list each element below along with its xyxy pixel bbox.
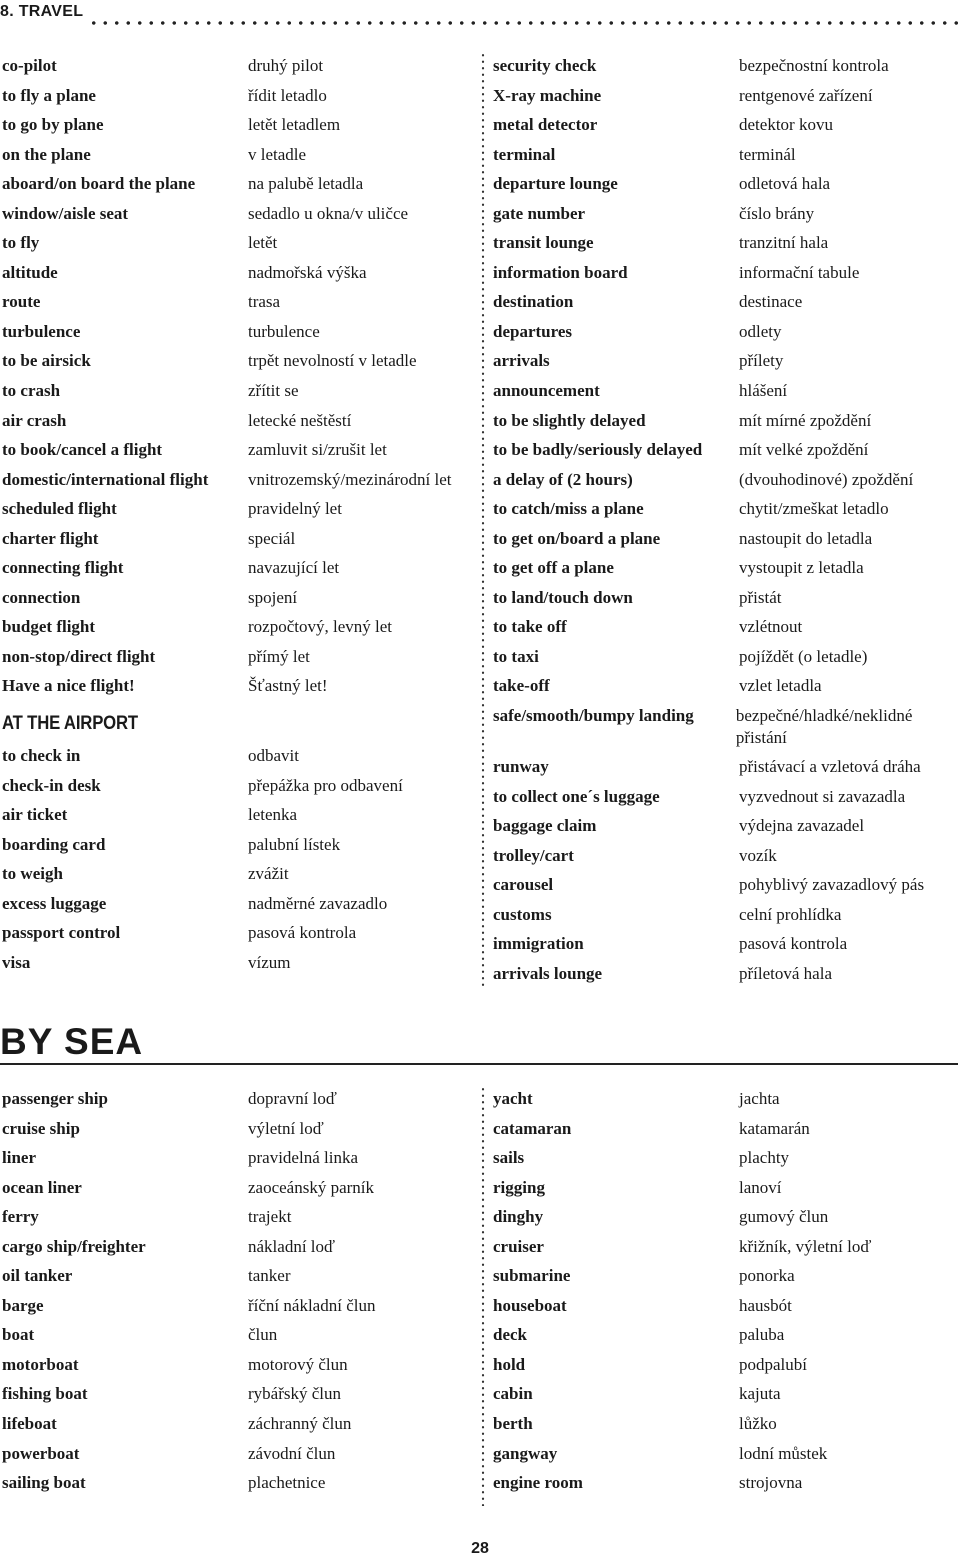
english-term: to fly a plane — [2, 85, 96, 105]
czech-translation: mít mírné zpoždění — [739, 410, 872, 430]
airport-subheading: AT THE AIRPORT — [2, 713, 138, 735]
czech-translation: odlety — [739, 321, 782, 341]
czech-translation: zaoceánský parník — [248, 1177, 375, 1197]
english-term: route — [2, 292, 41, 312]
english-term: cargo ship/freighter — [2, 1236, 146, 1256]
vocab-row — [2, 612, 472, 642]
english-term: aboard/on board the plane — [2, 174, 196, 194]
chapter-title: 8. TRAVEL — [0, 3, 84, 20]
vocab-row — [493, 1320, 958, 1350]
vocab-row — [2, 346, 472, 376]
english-term: dinghy — [493, 1207, 544, 1227]
czech-translation: říční nákladní člun — [248, 1295, 376, 1315]
vocab-row — [2, 1379, 472, 1409]
english-term: to book/cancel a flight — [2, 440, 163, 460]
english-term: take-off — [493, 676, 550, 696]
english-term: terminal — [493, 144, 556, 164]
czech-translation: vyzvednout si zavazadla — [739, 786, 906, 806]
sea-vocab-list — [2, 1084, 472, 1498]
czech-translation: příletová hala — [739, 963, 832, 983]
vocab-row — [2, 1232, 472, 1262]
english-term: departure lounge — [493, 174, 618, 194]
english-term: cabin — [493, 1384, 533, 1404]
czech-translation: nastoupit do letadla — [739, 528, 873, 548]
czech-translation: vzlet letadla — [739, 676, 822, 696]
czech-translation: trajekt — [248, 1207, 292, 1227]
column-divider-bottom — [481, 1086, 485, 1506]
czech-translation: letět — [248, 233, 278, 253]
czech-translation: motorový člun — [248, 1354, 348, 1374]
vocab-row — [2, 583, 472, 613]
czech-translation: chytit/zmeškat letadlo — [739, 499, 889, 519]
english-term: to crash — [2, 381, 61, 401]
czech-translation: přímý let — [248, 646, 310, 666]
czech-translation: destinace — [739, 292, 803, 312]
vocab-row — [493, 1350, 958, 1380]
vocab-row — [493, 1261, 958, 1291]
air-vocab-list-right — [493, 51, 958, 988]
air-vocab-right-column — [493, 51, 958, 988]
english-term: powerboat — [2, 1443, 80, 1463]
czech-translation: navazující let — [248, 558, 340, 578]
czech-translation: spojení — [248, 587, 298, 607]
vocab-row — [2, 1173, 472, 1203]
english-term: oil tanker — [2, 1266, 73, 1286]
english-term: to land/touch down — [493, 587, 633, 607]
vocab-row — [2, 1202, 472, 1232]
english-term: yacht — [493, 1089, 533, 1108]
english-term: Have a nice flight! — [2, 676, 135, 696]
vocab-row — [2, 81, 472, 111]
vocab-row — [493, 752, 958, 782]
vocab-row — [493, 841, 958, 871]
czech-translation: paluba — [739, 1325, 785, 1345]
english-term: departures — [493, 321, 573, 341]
english-term: hold — [493, 1354, 526, 1374]
czech-translation: přistát — [739, 587, 782, 607]
vocab-row — [493, 435, 958, 465]
english-term: passenger ship — [2, 1089, 108, 1108]
vocab-row — [2, 771, 472, 801]
czech-translation: turbulence — [248, 321, 320, 341]
czech-translation: sedadlo u okna/v uličce — [248, 203, 409, 223]
vocab-row — [493, 258, 958, 288]
english-term: to go by plane — [2, 115, 104, 135]
vocab-row — [493, 583, 958, 613]
vocab-row — [2, 918, 472, 948]
english-term: to check in — [2, 746, 81, 766]
czech-translation: číslo brány — [739, 203, 815, 223]
vocab-row — [2, 258, 472, 288]
vocab-row — [2, 169, 472, 199]
czech-translation: letět letadlem — [248, 115, 341, 135]
vocab-row — [493, 169, 958, 199]
vocab-row — [2, 317, 472, 347]
sea-vocab-left-column — [2, 1084, 472, 1498]
english-term: trolley/cart — [493, 845, 574, 865]
vocab-row — [2, 642, 472, 672]
english-term: charter flight — [2, 528, 99, 548]
vocab-row — [493, 524, 958, 554]
czech-translation: zřítit se — [248, 381, 299, 401]
czech-translation: záchranný člun — [248, 1414, 352, 1434]
vocab-row — [493, 1439, 958, 1469]
english-term: safe/smooth/bumpy landing — [493, 706, 694, 726]
vocab-row — [2, 199, 472, 229]
vocab-row — [493, 553, 958, 583]
vocab-row — [493, 228, 958, 258]
vocab-row — [2, 140, 472, 170]
english-term: catamaran — [493, 1118, 572, 1138]
vocab-row — [493, 811, 958, 841]
vocab-row — [2, 1143, 472, 1173]
english-term: to take off — [493, 617, 567, 637]
english-term: immigration — [493, 934, 584, 954]
czech-translation: palubní lístek — [248, 834, 341, 854]
vocab-row — [493, 494, 958, 524]
vocab-row — [493, 140, 958, 170]
czech-translation: bezpečné/hladké/neklidné přistání — [735, 706, 913, 747]
vocab-row — [493, 1291, 958, 1321]
vocab-row — [493, 1202, 958, 1232]
czech-translation: gumový člun — [739, 1207, 829, 1227]
czech-translation: druhý pilot — [248, 56, 324, 75]
english-term: turbulence — [2, 321, 81, 341]
english-term: a delay of (2 hours) — [493, 469, 633, 489]
english-term: liner — [2, 1148, 36, 1168]
czech-translation: celní prohlídka — [739, 904, 842, 924]
vocab-row — [2, 1409, 472, 1439]
czech-translation: lanoví — [739, 1177, 782, 1197]
english-term: rigging — [493, 1177, 545, 1197]
vocab-row — [493, 346, 958, 376]
czech-translation: (dvouhodinové) zpoždění — [739, 469, 914, 489]
vocab-row — [493, 959, 958, 989]
english-term: houseboat — [493, 1295, 567, 1315]
czech-translation: podpalubí — [739, 1354, 807, 1374]
english-term: X-ray machine — [493, 85, 602, 105]
english-term: boarding card — [2, 834, 106, 854]
czech-translation: přílety — [739, 351, 784, 371]
english-term: runway — [493, 757, 549, 777]
czech-translation: plachetnice — [248, 1473, 326, 1493]
czech-translation: přepážka pro odbavení — [248, 775, 403, 795]
english-term: berth — [493, 1414, 533, 1434]
vocab-row — [493, 642, 958, 672]
vocab-row — [2, 1468, 472, 1498]
vocab-row — [2, 948, 472, 978]
english-term: fishing boat — [2, 1384, 88, 1404]
english-term: gate number — [493, 203, 586, 223]
czech-translation: vystoupit z letadla — [739, 558, 864, 578]
czech-translation: tanker — [248, 1266, 291, 1286]
english-term: sailing boat — [2, 1473, 86, 1493]
czech-translation: v letadle — [248, 144, 307, 164]
czech-translation: rybářský člun — [248, 1384, 342, 1404]
english-term: sails — [493, 1148, 525, 1168]
english-term: lifeboat — [2, 1414, 57, 1434]
vocab-row — [2, 110, 472, 140]
vocab-row — [2, 800, 472, 830]
czech-translation: zvážit — [248, 864, 289, 884]
english-term: arrivals — [493, 351, 550, 371]
english-term: to be badly/seriously delayed — [493, 440, 703, 460]
english-term: security check — [493, 56, 597, 75]
english-term: transit lounge — [493, 233, 594, 253]
english-term: announcement — [493, 381, 600, 401]
english-term: to get on/board a plane — [493, 528, 661, 548]
vocab-row — [493, 612, 958, 642]
vocab-row — [493, 929, 958, 959]
section-rule — [0, 1063, 958, 1065]
czech-translation: trpět nevolností v letadle — [248, 351, 417, 371]
vocab-row — [493, 1084, 958, 1114]
english-term: destination — [493, 292, 574, 312]
english-term: information board — [493, 262, 628, 282]
czech-translation: pojíždět (o letadle) — [739, 646, 868, 666]
czech-translation: tranzitní hala — [739, 233, 829, 253]
air-vocab-left-column — [2, 51, 472, 977]
vocab-row — [2, 1439, 472, 1469]
english-term: to fly — [2, 233, 40, 253]
english-term: customs — [493, 904, 552, 924]
english-term: motorboat — [2, 1354, 79, 1374]
english-term: to be airsick — [2, 351, 91, 371]
czech-translation: vozík — [739, 845, 777, 865]
vocab-row — [493, 1468, 958, 1498]
english-term: visa — [2, 952, 31, 972]
czech-translation: ponorka — [739, 1266, 795, 1286]
english-term: boat — [2, 1325, 35, 1345]
vocab-row — [493, 110, 958, 140]
czech-translation: informační tabule — [739, 262, 860, 282]
vocab-row — [493, 1173, 958, 1203]
english-term: connecting flight — [2, 558, 124, 578]
english-term: cruise ship — [2, 1118, 80, 1138]
english-term: deck — [493, 1325, 527, 1345]
vocab-row — [2, 1291, 472, 1321]
czech-translation: odbavit — [248, 746, 299, 766]
czech-translation: odletová hala — [739, 174, 831, 194]
vocab-row — [493, 1114, 958, 1144]
header-dotted-rule — [88, 20, 960, 26]
vocab-row — [2, 859, 472, 889]
czech-translation: nadměrné zavazadlo — [248, 893, 388, 913]
czech-translation: terminál — [739, 144, 796, 164]
sea-vocab-list-right — [493, 1084, 958, 1498]
czech-translation: nadmořská výška — [248, 262, 367, 282]
vocab-row — [2, 465, 472, 495]
vocab-row — [2, 435, 472, 465]
czech-translation: bezpečnostní kontrola — [739, 56, 889, 75]
vocab-row — [493, 406, 958, 436]
english-term: window/aisle seat — [2, 203, 129, 223]
czech-translation: zamluvit si/zrušit let — [248, 440, 387, 460]
vocab-row — [2, 406, 472, 436]
page-number: 28 — [471, 1540, 489, 1557]
vocab-row — [493, 51, 958, 81]
english-term: submarine — [493, 1266, 571, 1286]
czech-translation: pasová kontrola — [739, 934, 848, 954]
czech-translation: pravidelný let — [248, 499, 342, 519]
english-term: domestic/international flight — [2, 469, 209, 489]
czech-translation: trasa — [248, 292, 281, 312]
czech-translation: speciál — [248, 528, 296, 548]
vocab-row — [2, 1320, 472, 1350]
english-term: air ticket — [2, 805, 68, 825]
vocab-row — [2, 228, 472, 258]
english-term: barge — [2, 1295, 44, 1315]
czech-translation: hlášení — [739, 381, 788, 401]
english-term: altitude — [2, 262, 58, 282]
vocab-row — [493, 782, 958, 812]
vocab-row — [493, 1379, 958, 1409]
english-term: cruiser — [493, 1236, 544, 1256]
english-term: to get off a plane — [493, 558, 614, 578]
english-term: carousel — [493, 875, 554, 895]
czech-translation: katamarán — [739, 1118, 810, 1138]
english-term: passport control — [2, 923, 121, 943]
english-term: on the plane — [2, 144, 91, 164]
vocab-row — [493, 287, 958, 317]
english-term: budget flight — [2, 617, 96, 637]
english-term: arrivals lounge — [493, 963, 603, 983]
vocab-row — [493, 900, 958, 930]
airport-vocab-list — [2, 741, 472, 977]
czech-translation: strojovna — [739, 1473, 803, 1493]
vocab-row — [493, 376, 958, 406]
english-term: ocean liner — [2, 1177, 82, 1197]
english-term: check-in desk — [2, 775, 101, 795]
czech-translation: lůžko — [739, 1414, 777, 1434]
english-term: to taxi — [493, 646, 539, 666]
vocab-row — [493, 465, 958, 495]
english-term: metal detector — [493, 115, 598, 135]
vocab-row — [2, 524, 472, 554]
czech-translation: plachty — [739, 1148, 790, 1168]
czech-translation: křižník, výletní loď — [739, 1236, 872, 1256]
czech-translation: pravidelná linka — [248, 1148, 358, 1168]
czech-translation: vnitrozemský/mezinárodní let — [248, 469, 452, 489]
vocab-row — [2, 494, 472, 524]
czech-translation: rentgenové zařízení — [739, 85, 873, 105]
czech-translation: lodní můstek — [739, 1443, 828, 1463]
sea-vocab-right-column — [493, 1084, 958, 1498]
czech-translation: dopravní loď — [248, 1089, 337, 1108]
english-term: engine room — [493, 1473, 583, 1493]
air-vocab-list — [2, 51, 472, 701]
czech-translation: letenka — [248, 805, 298, 825]
vocab-row — [2, 553, 472, 583]
czech-translation: výdejna zavazadel — [739, 816, 865, 836]
vocab-row — [2, 51, 472, 81]
czech-translation: na palubě letadla — [248, 174, 364, 194]
czech-translation: vízum — [248, 952, 291, 972]
english-term: co-pilot — [2, 56, 57, 75]
vocab-row — [493, 317, 958, 347]
vocab-row — [2, 889, 472, 919]
vocab-row — [2, 671, 472, 701]
czech-translation: kajuta — [739, 1384, 781, 1404]
english-term: excess luggage — [2, 893, 107, 913]
czech-translation: výletní loď — [248, 1118, 324, 1138]
vocab-row — [2, 1261, 472, 1291]
czech-translation: hausbót — [739, 1295, 792, 1315]
english-term: ferry — [2, 1207, 39, 1227]
vocab-row — [493, 671, 958, 701]
czech-translation: detektor kovu — [739, 115, 833, 135]
english-term: gangway — [493, 1443, 558, 1463]
english-term: to catch/miss a plane — [493, 499, 644, 519]
column-divider-top — [481, 52, 485, 988]
english-term: non-stop/direct flight — [2, 646, 156, 666]
vocab-row — [2, 1084, 472, 1114]
vocab-row — [493, 1232, 958, 1262]
czech-translation: člun — [248, 1325, 278, 1345]
vocab-row — [493, 1143, 958, 1173]
czech-translation: přistávací a vzletová dráha — [739, 757, 921, 777]
czech-translation: závodní člun — [248, 1443, 336, 1463]
czech-translation: letecké neštěstí — [248, 410, 352, 430]
section-heading-by-sea: BY SEA — [0, 1021, 144, 1062]
vocab-row — [2, 287, 472, 317]
vocab-row — [493, 870, 958, 900]
czech-translation: nákladní loď — [248, 1236, 336, 1256]
vocab-row — [493, 1409, 958, 1439]
czech-translation: pasová kontrola — [248, 923, 357, 943]
english-term: baggage claim — [493, 816, 597, 836]
vocab-row — [2, 376, 472, 406]
english-term: air crash — [2, 410, 67, 430]
english-term: to be slightly delayed — [493, 410, 646, 430]
english-term: scheduled flight — [2, 499, 117, 519]
czech-translation: jachta — [739, 1089, 780, 1108]
english-term: connection — [2, 587, 81, 607]
czech-translation: pohyblivý zavazadlový pás — [739, 875, 925, 895]
english-term: to weigh — [2, 864, 63, 884]
czech-translation: Šťastný let! — [248, 676, 328, 696]
english-term: to collect one´s luggage — [493, 786, 660, 806]
vocab-row — [2, 1114, 472, 1144]
czech-translation: vzlétnout — [739, 617, 803, 637]
vocab-row — [2, 1350, 472, 1380]
vocab-row — [2, 830, 472, 860]
vocab-row — [493, 199, 958, 229]
czech-translation: rozpočtový, levný let — [248, 617, 392, 637]
czech-translation: řídit letadlo — [248, 85, 327, 105]
vocab-row — [493, 701, 958, 752]
czech-translation: mít velké zpoždění — [739, 440, 869, 460]
vocab-row — [2, 741, 472, 771]
vocab-row — [493, 81, 958, 111]
